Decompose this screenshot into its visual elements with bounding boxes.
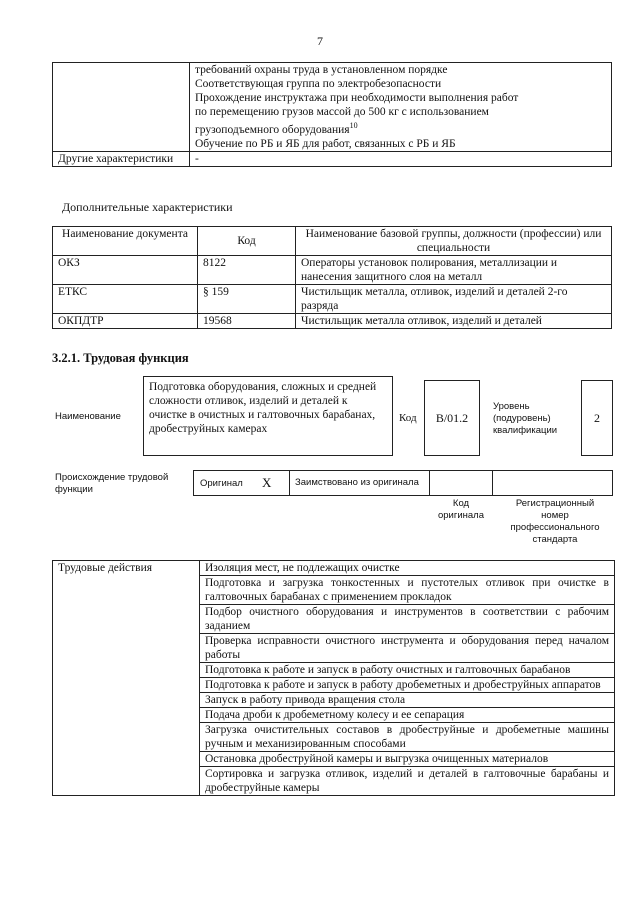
other-characteristics-label: Другие характеристики bbox=[53, 151, 190, 166]
labor-action: Подбор очистного оборудования и инструментов в соответствии с рабочим заданием bbox=[200, 605, 615, 634]
requirement-line: Соответствующая группа по электробезопасности bbox=[195, 78, 442, 90]
table-row bbox=[53, 314, 612, 329]
original-code-label: Код оригинала bbox=[437, 498, 484, 521]
footnote-mark: 10 bbox=[349, 121, 358, 130]
requirements-table bbox=[52, 62, 612, 167]
labor-action: Загрузка очистительных составов в дробеструйные и дробеметные машины ручным и механизированным способами bbox=[200, 723, 615, 752]
qualification-level: 2 bbox=[594, 410, 600, 425]
additional-characteristics-table bbox=[52, 226, 612, 329]
function-name-box bbox=[143, 376, 393, 456]
level-box bbox=[581, 380, 613, 456]
original-label: Оригинал bbox=[200, 478, 243, 489]
labor-action: Подготовка к работе и запуск в работу дробеметных и дробеструйных аппаратов bbox=[200, 678, 615, 693]
labor-action: Проверка исправности очистного инструмента и оборудования перед началом работы bbox=[200, 634, 615, 663]
table-cell: § 159 bbox=[198, 285, 296, 314]
table-row bbox=[53, 151, 612, 166]
table-cell: Чистильщик металла, отливок, изделий и деталей 2-го разряда bbox=[296, 285, 612, 314]
table-row bbox=[53, 561, 615, 576]
registration-number-box bbox=[492, 470, 613, 496]
table-cell: 19568 bbox=[198, 314, 296, 329]
table-row bbox=[53, 256, 612, 285]
table-cell: Чистильщик металла отливок, изделий и деталей bbox=[296, 314, 612, 329]
table-cell: ОКПДТР bbox=[53, 314, 198, 329]
original-code-box bbox=[429, 470, 493, 496]
code-label: Код bbox=[399, 412, 417, 424]
labor-action: Сортировка и загрузка отливок, изделий и деталей в галтовочные барабаны и дробеструйные камеры bbox=[200, 767, 615, 796]
original-mark: X bbox=[262, 475, 272, 490]
table-header-row bbox=[53, 227, 612, 256]
function-name: Подготовка оборудования, сложных и средней сложности отливок, изделий и деталей к очистке в очистных и галтовочных барабанах, дробеструйных камерах bbox=[149, 381, 377, 435]
labor-action: Остановка дробеструйной камеры и выгрузка очищенных материалов bbox=[200, 752, 615, 767]
requirement-text: грузоподъемного оборудования bbox=[195, 123, 350, 136]
requirement-line: по перемещению грузов массой до 500 кг с использованием bbox=[195, 106, 489, 118]
column-header: Наименование документа bbox=[53, 227, 198, 256]
requirement-line: требований охраны труда в установленном порядке bbox=[195, 64, 448, 76]
section-heading: 3.2.1. Трудовая функция bbox=[52, 351, 189, 365]
table-row bbox=[53, 63, 612, 152]
labor-actions-table bbox=[52, 560, 615, 796]
table-cell: Операторы установок полирования, металлизации и нанесения защитного слоя на металл bbox=[296, 256, 612, 285]
table-cell: ОКЗ bbox=[53, 256, 198, 285]
requirements-cell bbox=[190, 63, 612, 152]
page-number: 7 bbox=[317, 34, 323, 48]
labor-action: Подготовка и загрузка тонкостенных и пустотелых отливок при очистке в галтовочных барабанах с применением прокладок bbox=[200, 576, 615, 605]
labor-action: Запуск в работу привода вращения стола bbox=[200, 693, 615, 708]
labor-action: Подготовка к работе и запуск в работу очистных и галтовочных барабанов bbox=[200, 663, 615, 678]
requirement-line: Обучение по РБ и ЯБ для работ, связанных с РБ и ЯБ bbox=[195, 137, 456, 150]
labor-action: Подача дроби к дробеметному колесу и ее сепарация bbox=[200, 708, 615, 723]
level-label: Уровень (подуровень) квалификации bbox=[493, 401, 558, 436]
function-code: В/01.2 bbox=[435, 410, 469, 425]
other-characteristics-value: - bbox=[190, 151, 612, 166]
column-header: Наименование базовой группы, должности (профессии) или специальности bbox=[296, 227, 612, 256]
borrowed-label: Заимствовано из оригинала bbox=[295, 477, 419, 488]
requirement-line: Прохождение инструктажа при необходимости выполнения работ bbox=[195, 92, 519, 104]
additional-characteristics-title: Дополнительные характеристики bbox=[62, 200, 233, 214]
original-box bbox=[193, 470, 290, 496]
table-row bbox=[53, 285, 612, 314]
empty-cell bbox=[53, 63, 190, 152]
table-cell: 8122 bbox=[198, 256, 296, 285]
code-box bbox=[424, 380, 480, 456]
borrowed-box bbox=[289, 470, 430, 496]
name-label: Наименование bbox=[55, 411, 121, 422]
column-header: Код bbox=[198, 227, 296, 256]
requirement-line bbox=[195, 119, 606, 137]
registration-number-label: Регистрационный номер профессионального стандарта bbox=[510, 498, 600, 545]
labor-action: Изоляция мест, не подлежащих очистке bbox=[200, 561, 615, 576]
labor-actions-label: Трудовые действия bbox=[53, 561, 200, 796]
origin-label: Происхождение трудовой функции bbox=[55, 472, 169, 495]
table-cell: ЕТКС bbox=[53, 285, 198, 314]
